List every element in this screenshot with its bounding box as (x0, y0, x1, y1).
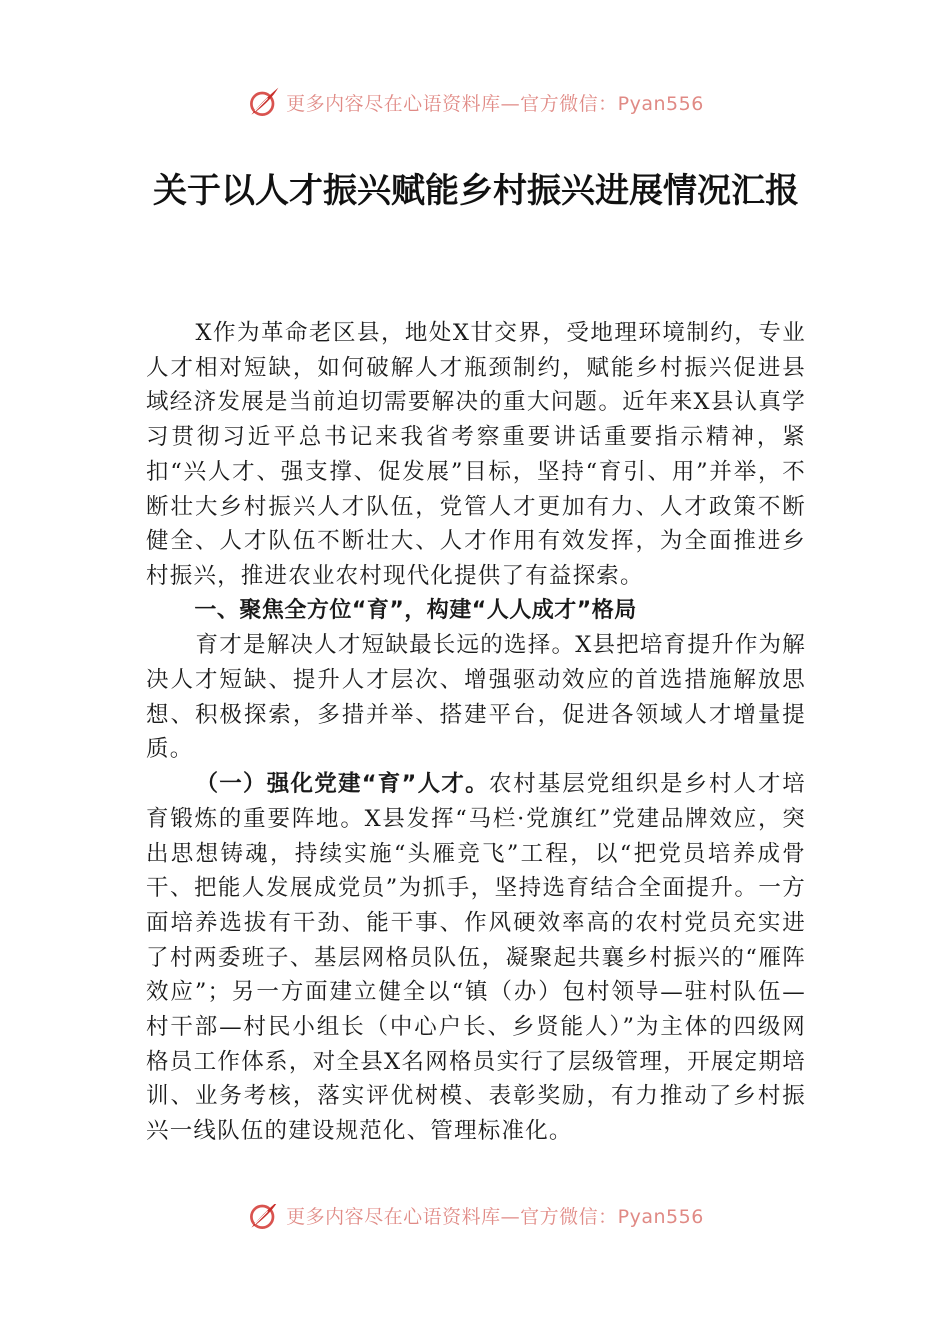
header-watermark-banner (0, 82, 950, 122)
subsection-1-heading: （一）强化党建“育”人才。 (195, 771, 489, 798)
feather-logo-icon (246, 1204, 282, 1233)
watermark-text: 更多内容尽在心语资料库—官方微信：Pyan556 (286, 1205, 704, 1228)
wechat-id: Pyan556 (617, 92, 704, 115)
wechat-id: Pyan556 (617, 1205, 704, 1228)
section-1-paragraph: 育才是解决人才短缺最长远的选择。X县把培育提升作为解决人才短缺、提升人才层次、增强驱动效应的首选措施解放思想、积极探索，多措并举、搭建平台，促进各领域人才增量提质。 (146, 632, 806, 763)
subsection-1-body: 农村基层党组织是乡村人才培育锻炼的重要阵地。X县发挥“马栏·党旗红”党建品牌效应，突出思想铸魂，持续实施“头雁竞飞”工程，以“把党员培养成骨干、把能人发展成党员”为抓手，坚持选育结合全面提升。一方面培养选拔有干劲、能干事、作风硬效率高的农村党员充实进了村两委班子、基层网格员队伍，凝聚起共襄乡村振兴的“雁阵效应”；另一方面建立健全以“镇（办）包村领导—驻村队伍—村干部—村民小组长（中心户长、乡贤能人）”为主体的四级网格员工作体系，对全县X名网格员实行了层级管理，开展定期培训、业务考核，落实评优树模、表彰奖励，有力推动了乡村振兴一线队伍的建设规范化、管理标准化。 (146, 771, 806, 1145)
watermark-text: 更多内容尽在心语资料库—官方微信：Pyan556 (286, 92, 704, 115)
subsection-1-paragraph (146, 767, 806, 1149)
document-title: 关于以人才振兴赋能乡村振兴进展情况汇报 (153, 171, 799, 211)
section-heading-1: 一、聚焦全方位“育”，构建“人人成才”格局 (194, 597, 637, 623)
document-body (146, 316, 806, 1149)
footer-watermark-banner (0, 1204, 950, 1238)
feather-logo-icon (246, 84, 282, 120)
intro-paragraph: X作为革命老区县，地处X甘交界，受地理环境制约，专业人才相对短缺，如何破解人才瓶颈制约，赋能乡村振兴促进县域经济发展是当前迫切需要解决的重大问题。近年来X县认真学习贯彻习近平总书记来我省考察重要讲话重要指示精神，紧扣“兴人才、强支撑、促发展”目标，坚持“育引、用”并举，不断壮大乡村振兴人才队伍，党管人才更加有力、人才政策不断健全、人才队伍不断壮大、人才作用有效发挥，为全面推进乡村振兴，推进农业农村现代化提供了有益探索。 (146, 320, 806, 589)
